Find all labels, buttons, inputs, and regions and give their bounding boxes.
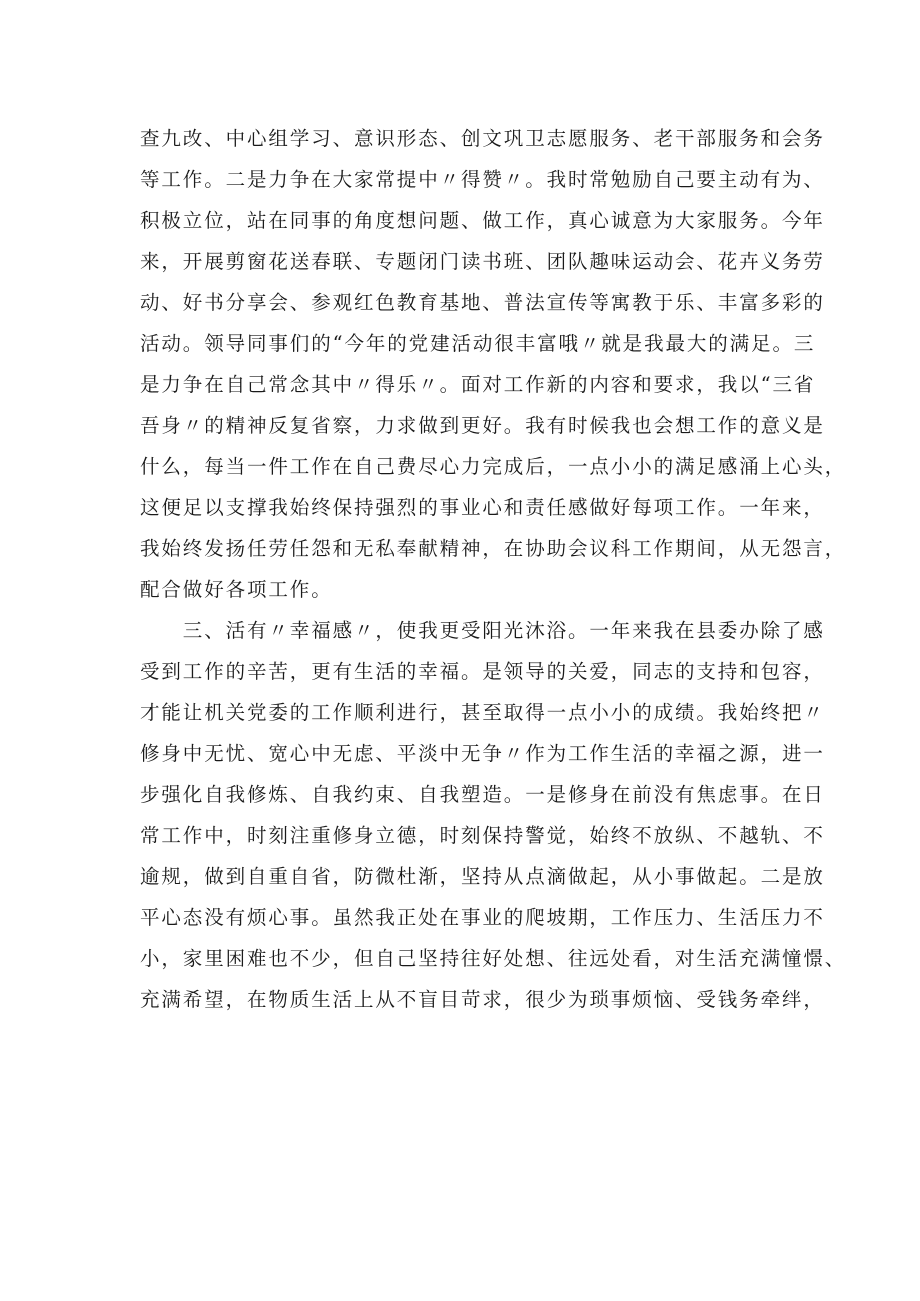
text-line: 吾身〃的精神反复省察，力求做到更好。我有时候我也会想工作的意义是 bbox=[140, 414, 825, 437]
text-line: 什么，每当一件工作在自己费尽心力完成后，一点小小的满足感涌上心头， bbox=[140, 455, 847, 478]
body-text bbox=[140, 118, 847, 1020]
text-line: 我始终发扬任劳任怨和无私奉献精神，在协助会议科工作期间，从无怨言， bbox=[140, 537, 847, 560]
text-line: 动、好书分享会、参观红色教育基地、普法宣传等寓教于乐、丰富多彩的 bbox=[140, 291, 825, 314]
text-line: 等工作。二是力争在大家常提中〃得赞〃。我时常勉励自己要主动有为、 bbox=[140, 168, 825, 191]
text-line: 积极立位，站在同事的角度想问题、做工作，真心诚意为大家服务。今年 bbox=[140, 209, 825, 232]
text-line: 三、活有〃幸福感〃，使我更受阳光沐浴。一年来我在县委办除了感 bbox=[140, 619, 825, 642]
text-line: 受到工作的辛苦，更有生活的幸福。是领导的关爱，同志的支持和包容， bbox=[140, 660, 825, 683]
text-line: 配合做好各项工作。 bbox=[140, 578, 333, 601]
text-line: 小，家里困难也不少，但自己坚持往好处想、往远处看，对生活充满憧憬、 bbox=[140, 947, 847, 970]
paragraph-2 bbox=[140, 610, 847, 1020]
text-line: 步强化自我修炼、自我约束、自我塑造。一是修身在前没有焦虑事。在日 bbox=[140, 783, 825, 806]
text-line: 逾规，做到自重自省，防微杜渐，坚持从点滴做起，从小事做起。二是放 bbox=[140, 865, 825, 888]
text-line: 这便足以支撑我始终保持强烈的事业心和责任感做好每项工作。一年来， bbox=[140, 496, 825, 519]
text-line: 充满希望，在物质生活上从不盲目苛求，很少为琐事烦恼、受钱务牵绊， bbox=[140, 988, 825, 1011]
text-line: 查九改、中心组学习、意识形态、创文巩卫志愿服务、老干部服务和会务 bbox=[140, 127, 825, 150]
text-line: 常工作中，时刻注重修身立德，时刻保持警觉，始终不放纵、不越轨、不 bbox=[140, 824, 825, 847]
text-line: 是力争在自己常念其中〃得乐〃。面对工作新的内容和要求，我以“三省 bbox=[140, 373, 816, 396]
text-line: 才能让机关党委的工作顺利进行，甚至取得一点小小的成绩。我始终把〃 bbox=[140, 701, 825, 724]
text-line: 平心态没有烦心事。虽然我正处在事业的爬坡期，工作压力、生活压力不 bbox=[140, 906, 825, 929]
text-line: 来，开展剪窗花送春联、专题闭门读书班、团队趣味运动会、花卉义务劳 bbox=[140, 250, 825, 273]
text-line: 活动。领导同事们的“今年的党建活动很丰富哦〃就是我最大的满足。三 bbox=[140, 332, 816, 355]
text-line: 修身中无忧、宽心中无虑、平淡中无争〃作为工作生活的幸福之源，进一 bbox=[140, 742, 825, 765]
paragraph-1 bbox=[140, 118, 847, 610]
